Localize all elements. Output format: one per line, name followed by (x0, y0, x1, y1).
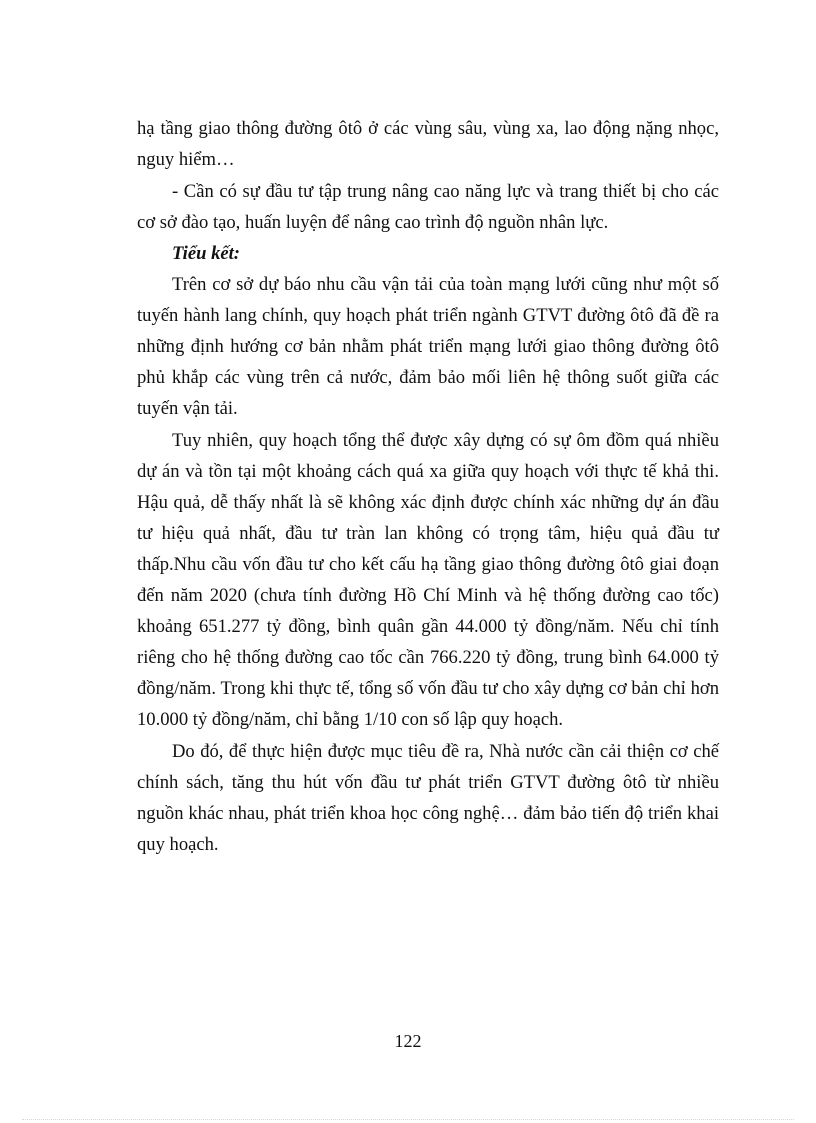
paragraph-summary-2: Tuy nhiên, quy hoạch tổng thể được xây dựng có sự ôm đồm quá nhiều dự án và tồn tại một khoảng cách quá xa giữa quy hoạch với thực tế khả thi. Hậu quả, dễ thấy nhất là sẽ không xác định được chính xác những dự án đầu tư hiệu quả nhất, đầu tư tràn lan không có trọng tâm, hiệu quả đầu tư thấp.Nhu cầu vốn đầu tư cho kết cấu hạ tầng giao thông đường ôtô giai đoạn đến năm 2020 (chưa tính đường Hồ Chí Minh và hệ thống đường cao tốc) khoảng 651.277 tỷ đồng, bình quân gần 44.000 tỷ đồng/năm. Nếu chỉ tính riêng cho hệ thống đường cao tốc cần 766.220 tỷ đồng, trung bình 64.000 tỷ đồng/năm. Trong khi thực tế, tổng số vốn đầu tư cho xây dựng cơ bản chỉ hơn 10.000 tỷ đồng/năm, chỉ bằng 1/10 con số lập quy hoạch. (137, 430, 719, 730)
paragraph-summary-1: Trên cơ sở dự báo nhu cầu vận tải của toàn mạng lưới cũng như một số tuyến hành lang chính, quy hoạch phát triển ngành GTVT đường ôtô đã đề ra những định hướng cơ bản nhằm phát triển mạng lưới giao thông đường ôtô phủ khắp các vùng trên cả nước, đảm bảo mối liên hệ thông suốt giữa các tuyến vận tải. (137, 274, 719, 419)
page-bottom-divider (22, 1119, 794, 1120)
page-number: 122 (394, 1031, 422, 1051)
paragraph-bullet-training: - Cần có sự đầu tư tập trung nâng cao năng lực và trang thiết bị cho các cơ sở đào tạo, huấn luyện để nâng cao trình độ nguồn nhân lực. (137, 181, 719, 233)
paragraph-continuation: hạ tầng giao thông đường ôtô ở các vùng sâu, vùng xa, lao động nặng nhọc, nguy hiểm… (137, 118, 719, 170)
document-page (137, 113, 719, 860)
section-heading: Tiểu kết: (172, 243, 240, 264)
paragraph-summary-3: Do đó, để thực hiện được mục tiêu đề ra, Nhà nước cần cải thiện cơ chế chính sách, tăng thu hút vốn đầu tư phát triển GTVT đường ôtô từ nhiều nguồn khác nhau, phát triển khoa học công nghệ… đảm bảo tiến độ triển khai quy hoạch. (137, 741, 719, 855)
